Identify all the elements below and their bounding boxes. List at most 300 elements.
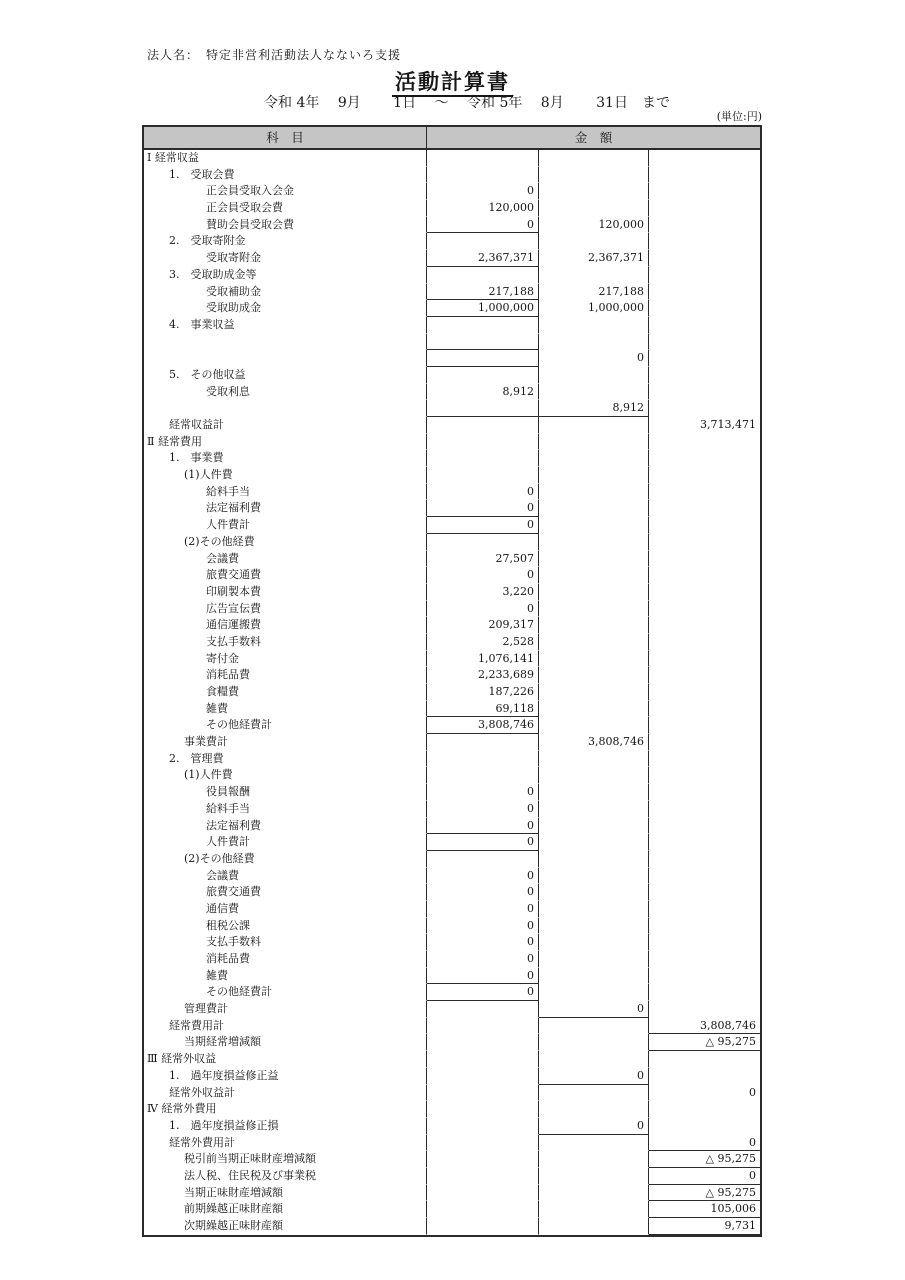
amount-subtotal-cell xyxy=(539,367,649,384)
amount-subtotal-cell xyxy=(539,934,649,951)
amount-detail-cell: 0 xyxy=(427,500,539,517)
table-row xyxy=(144,934,760,951)
subject-cell: 通信運搬費 xyxy=(144,617,427,634)
amount-subtotal-cell xyxy=(539,334,649,351)
amount-total-cell: 0 xyxy=(649,1135,760,1152)
amount-subtotal-cell xyxy=(539,884,649,901)
amount-detail-cell: 0 xyxy=(427,517,539,534)
amount-detail-cell: 69,118 xyxy=(427,701,539,718)
amount-total-cell xyxy=(649,884,760,901)
amount-subtotal-cell xyxy=(539,1051,649,1068)
amount-detail-cell xyxy=(427,1001,539,1018)
amount-detail-cell: 0 xyxy=(427,818,539,835)
subject-cell: 人件費計 xyxy=(144,517,427,534)
amount-subtotal-cell: 0 xyxy=(539,1118,649,1135)
subject-cell: 会議費 xyxy=(144,868,427,885)
amount-total-cell xyxy=(649,701,760,718)
amount-total-cell xyxy=(649,717,760,734)
amount-total-cell xyxy=(649,517,760,534)
amount-subtotal-cell xyxy=(539,183,649,200)
subject-cell: 正会員受取会費 xyxy=(144,200,427,217)
amount-total-cell xyxy=(649,267,760,284)
subject-cell: 雑費 xyxy=(144,968,427,985)
amount-subtotal-cell xyxy=(539,233,649,250)
amount-subtotal-cell xyxy=(539,450,649,467)
amount-detail-cell: 3,808,746 xyxy=(427,717,539,734)
amount-detail-cell xyxy=(427,1185,539,1202)
amount-subtotal-cell: 217,188 xyxy=(539,284,649,301)
subject-cell: 法定福利費 xyxy=(144,500,427,517)
amount-total-cell: 0 xyxy=(749,1085,756,1099)
amount-detail-cell xyxy=(427,1118,539,1135)
table-row xyxy=(144,834,760,851)
subject-cell: 賛助会員受取会費 xyxy=(144,217,427,234)
amount-subtotal-cell: 0 xyxy=(539,1068,649,1085)
table-row xyxy=(144,317,760,334)
amount-detail-cell: 0 xyxy=(427,918,539,935)
table-row xyxy=(144,767,760,784)
amount-detail-cell xyxy=(427,467,539,484)
amount-subtotal-cell xyxy=(539,951,649,968)
amount-subtotal-cell xyxy=(539,584,649,601)
amount-subtotal-cell xyxy=(539,1201,649,1218)
amount-detail-cell: 0 xyxy=(427,484,539,501)
amount-total-cell xyxy=(649,500,760,517)
amount-total-cell xyxy=(649,233,760,250)
amount-detail-cell xyxy=(427,1201,539,1218)
subject-cell: (2)その他経費 xyxy=(144,534,427,551)
amount-total-cell xyxy=(649,584,760,601)
amount-detail-cell: 120,000 xyxy=(427,200,539,217)
table-row xyxy=(144,1018,760,1035)
subject-cell: (1)人件費 xyxy=(144,767,427,784)
amount-detail-cell xyxy=(427,1068,539,1085)
table-row xyxy=(144,217,760,234)
subject-cell: 印刷製本費 xyxy=(144,584,427,601)
table-row xyxy=(144,250,760,267)
table-row xyxy=(144,1201,760,1218)
amount-total-cell: 9,731 xyxy=(649,1218,760,1235)
table-row xyxy=(144,284,760,301)
amount-subtotal-cell xyxy=(539,767,649,784)
amount-detail-cell xyxy=(427,434,539,451)
subject-cell: 正会員受取入会金 xyxy=(144,183,427,200)
amount-detail-cell xyxy=(427,400,539,417)
amount-total-cell xyxy=(649,901,760,918)
amount-detail-cell: 0 xyxy=(427,884,539,901)
subject-cell: 1. 過年度損益修正損 xyxy=(144,1118,427,1135)
amount-detail-cell: 2,528 xyxy=(427,634,539,651)
amount-subtotal-cell xyxy=(539,467,649,484)
amount-detail-cell xyxy=(427,367,539,384)
subject-cell: 2. 受取寄附金 xyxy=(144,233,427,250)
table-row xyxy=(144,1051,760,1068)
amount-detail-cell xyxy=(427,734,539,751)
amount-subtotal-cell xyxy=(539,601,649,618)
amount-total-cell xyxy=(649,284,760,301)
amount-subtotal-cell: 1,000,000 xyxy=(539,300,649,317)
amount-detail-cell xyxy=(427,233,539,250)
subject-cell: 管理費計 xyxy=(144,1001,427,1018)
amount-subtotal-cell xyxy=(539,701,649,718)
subject-cell: 税引前当期正味財産増減額 xyxy=(144,1151,427,1168)
amount-total-cell xyxy=(649,467,760,484)
table-row xyxy=(144,601,760,618)
amount-subtotal-cell xyxy=(539,267,649,284)
table-row xyxy=(144,784,760,801)
amount-subtotal-cell: 8,912 xyxy=(539,400,649,417)
amount-detail-cell xyxy=(427,1085,539,1102)
table-row xyxy=(144,701,760,718)
subject-cell: 経常費用計 xyxy=(144,1018,427,1035)
amount-detail-cell xyxy=(427,751,539,768)
amount-total-cell: 0 xyxy=(649,1168,760,1185)
amount-detail-cell xyxy=(427,534,539,551)
table-row xyxy=(144,1151,760,1168)
subject-cell: 1. 過年度損益修正益 xyxy=(144,1068,427,1085)
amount-total-cell xyxy=(649,801,760,818)
document-title: 活動計算書 xyxy=(0,66,905,96)
accounting-period: 令和 4年 9月 1日 ～ 令和 5年 8月 31日 まで xyxy=(264,95,670,111)
subject-cell: 給料手当 xyxy=(144,801,427,818)
subject-cell: 受取寄附金 xyxy=(144,250,427,267)
subject-cell: Ⅲ 経常外収益 xyxy=(144,1051,427,1068)
amount-total-cell: △ 95,275 xyxy=(649,1185,760,1202)
amount-subtotal-cell xyxy=(539,1034,649,1051)
amount-subtotal-cell xyxy=(539,667,649,684)
amount-detail-cell: 0 xyxy=(427,834,539,851)
amount-total-cell xyxy=(649,217,760,234)
amount-subtotal-cell xyxy=(539,1018,649,1035)
amount-total-cell xyxy=(649,601,760,618)
table-row xyxy=(144,417,760,434)
amount-detail-cell: 0 xyxy=(427,868,539,885)
amount-detail-cell: 8,912 xyxy=(427,384,539,401)
table-row xyxy=(144,1168,760,1185)
amount-detail-cell xyxy=(427,767,539,784)
amount-total-cell xyxy=(649,818,760,835)
subject-cell: Ⅱ 経常費用 xyxy=(144,434,427,451)
amount-subtotal-cell xyxy=(539,1085,649,1102)
amount-detail-cell: 3,220 xyxy=(427,584,539,601)
subject-cell: 通信費 xyxy=(144,901,427,918)
statement-table xyxy=(142,125,762,1237)
subject-cell: その他経費計 xyxy=(144,717,427,734)
amount-detail-cell: 0 xyxy=(427,934,539,951)
amount-subtotal-cell xyxy=(539,1135,649,1152)
subject-cell: 次期繰越正味財産額 xyxy=(144,1218,427,1235)
amount-detail-cell xyxy=(427,1218,539,1235)
amount-detail-cell: 27,507 xyxy=(427,551,539,568)
corporation-name-line: 法人名： 特定非営利活動法人なないろ支援 xyxy=(147,48,402,62)
amount-detail-cell: 0 xyxy=(427,183,539,200)
subject-cell: Ⅳ 経常外費用 xyxy=(144,1101,427,1118)
amount-total-cell xyxy=(649,984,760,1001)
amount-detail-cell xyxy=(427,1051,539,1068)
table-row xyxy=(144,484,760,501)
amount-subtotal-cell xyxy=(539,317,649,334)
amount-subtotal-cell xyxy=(539,1185,649,1202)
table-row xyxy=(144,267,760,284)
amount-subtotal-cell xyxy=(539,834,649,851)
subject-cell: 受取助成金 xyxy=(144,300,427,317)
amount-subtotal-cell xyxy=(539,1168,649,1185)
amount-total-cell xyxy=(649,751,760,768)
amount-detail-cell xyxy=(427,167,539,184)
table-row xyxy=(144,884,760,901)
amount-subtotal-cell: 3,808,746 xyxy=(539,734,649,751)
amount-subtotal-cell xyxy=(539,150,649,167)
amount-detail-cell: 0 xyxy=(427,801,539,818)
amount-subtotal-cell: 0 xyxy=(539,350,649,367)
amount-detail-cell xyxy=(427,1135,539,1152)
table-row xyxy=(144,1118,760,1135)
table-row xyxy=(144,984,760,1001)
table-row xyxy=(144,901,760,918)
table-row xyxy=(144,183,760,200)
subject-cell: 経常外収益計 xyxy=(144,1085,427,1102)
table-row xyxy=(144,751,760,768)
amount-total-cell xyxy=(649,300,760,317)
subject-cell: 1. 事業費 xyxy=(144,450,427,467)
table-row xyxy=(144,551,760,568)
amount-subtotal-cell xyxy=(539,567,649,584)
table-row xyxy=(144,1218,760,1235)
subject-column-header: 科 目 xyxy=(144,127,427,148)
amount-total-cell: 3,808,746 xyxy=(649,1018,760,1035)
amount-subtotal-cell xyxy=(539,684,649,701)
table-row xyxy=(144,951,760,968)
subject-cell: 寄付金 xyxy=(144,651,427,668)
amount-total-cell: △ 95,275 xyxy=(649,1034,760,1051)
amount-detail-cell: 2,367,371 xyxy=(427,250,539,267)
amount-detail-cell xyxy=(427,1034,539,1051)
subject-cell: 旅費交通費 xyxy=(144,567,427,584)
amount-total-cell xyxy=(649,200,760,217)
amount-subtotal-cell xyxy=(539,918,649,935)
table-row xyxy=(144,1185,760,1202)
amount-total-cell xyxy=(649,684,760,701)
amount-total-cell xyxy=(649,384,760,401)
table-row xyxy=(144,167,760,184)
amount-subtotal-cell xyxy=(539,801,649,818)
subject-cell: 当期正味財産増減額 xyxy=(144,1185,427,1202)
subject-cell: 旅費交通費 xyxy=(144,884,427,901)
table-row xyxy=(144,617,760,634)
table-row xyxy=(144,684,760,701)
subject-cell: 法定福利費 xyxy=(144,818,427,835)
subject-cell: 経常外費用計 xyxy=(144,1135,427,1152)
amount-subtotal-cell: 2,367,371 xyxy=(539,250,649,267)
table-row xyxy=(144,567,760,584)
amount-detail-cell xyxy=(427,150,539,167)
table-row xyxy=(144,517,760,534)
amount-detail-cell: 187,226 xyxy=(427,684,539,701)
amount-total-cell xyxy=(649,617,760,634)
amount-subtotal-cell xyxy=(539,868,649,885)
amount-subtotal-cell xyxy=(539,167,649,184)
subject-cell xyxy=(144,400,427,417)
subject-cell: 広告宣伝費 xyxy=(144,601,427,618)
amount-total-cell xyxy=(649,767,760,784)
amount-detail-cell: 0 xyxy=(427,984,539,1001)
subject-cell: 支払手数料 xyxy=(144,634,427,651)
amount-subtotal-cell xyxy=(539,384,649,401)
amount-subtotal-cell xyxy=(539,417,649,434)
amount-total-cell: △ 95,275 xyxy=(649,1151,760,1168)
table-row xyxy=(144,868,760,885)
amount-detail-cell: 0 xyxy=(427,567,539,584)
amount-detail-cell: 209,317 xyxy=(427,617,539,634)
amount-detail-cell: 0 xyxy=(427,901,539,918)
amount-total-cell xyxy=(649,567,760,584)
subject-cell: 事業費計 xyxy=(144,734,427,751)
table-header-row xyxy=(144,127,760,150)
subject-cell: (1)人件費 xyxy=(144,467,427,484)
amount-subtotal-cell xyxy=(539,1151,649,1168)
amount-detail-cell xyxy=(427,334,539,351)
amount-subtotal-cell xyxy=(539,968,649,985)
amount-subtotal-cell: 0 xyxy=(539,1001,649,1018)
table-row xyxy=(144,818,760,835)
amount-total-cell xyxy=(649,334,760,351)
subject-cell: 5. その他収益 xyxy=(144,367,427,384)
amount-subtotal-cell xyxy=(539,500,649,517)
amount-total-cell xyxy=(649,434,760,451)
amount-subtotal-cell xyxy=(539,517,649,534)
amount-detail-cell xyxy=(427,1168,539,1185)
amount-total-cell xyxy=(649,150,760,167)
amount-total-cell: 105,006 xyxy=(649,1201,760,1218)
table-row xyxy=(144,667,760,684)
amount-subtotal-cell xyxy=(539,818,649,835)
table-row xyxy=(144,851,760,868)
table-row xyxy=(144,1001,760,1018)
table-row xyxy=(144,1034,760,1051)
amount-total-cell xyxy=(649,784,760,801)
amount-detail-cell xyxy=(427,317,539,334)
amount-subtotal-cell xyxy=(539,200,649,217)
amount-total-cell xyxy=(649,167,760,184)
table-row xyxy=(144,651,760,668)
subject-cell: 消耗品費 xyxy=(144,667,427,684)
amount-subtotal-cell xyxy=(539,651,649,668)
amount-total-cell xyxy=(649,1101,760,1118)
amount-total-cell xyxy=(649,1051,760,1068)
table-row xyxy=(144,300,760,317)
amount-subtotal-cell xyxy=(539,751,649,768)
amount-total-cell xyxy=(649,734,760,751)
amount-subtotal-cell xyxy=(539,901,649,918)
table-row xyxy=(144,500,760,517)
table-row xyxy=(144,367,760,384)
amount-detail-cell: 0 xyxy=(427,217,539,234)
amount-total-cell xyxy=(649,484,760,501)
amount-subtotal-cell xyxy=(539,617,649,634)
subject-cell: 受取利息 xyxy=(144,384,427,401)
amount-subtotal-cell xyxy=(539,851,649,868)
subject-cell: 受取補助金 xyxy=(144,284,427,301)
amount-total-cell xyxy=(649,651,760,668)
subject-cell: 4. 事業収益 xyxy=(144,317,427,334)
amount-detail-cell xyxy=(427,350,539,367)
subject-cell: 当期経常増減額 xyxy=(144,1034,427,1051)
subject-cell: 2. 管理費 xyxy=(144,751,427,768)
amount-total-cell xyxy=(649,1118,760,1135)
amount-detail-cell: 0 xyxy=(427,968,539,985)
amount-detail-cell xyxy=(427,450,539,467)
amount-total-cell xyxy=(649,951,760,968)
table-row xyxy=(144,450,760,467)
amount-subtotal-cell xyxy=(539,484,649,501)
amount-total-cell xyxy=(649,868,760,885)
table-row xyxy=(144,634,760,651)
table-row xyxy=(144,200,760,217)
subject-cell: 法人税、住民税及び事業税 xyxy=(144,1168,427,1185)
subject-cell: Ⅰ 経常収益 xyxy=(144,150,427,167)
amount-total-cell xyxy=(649,667,760,684)
amount-total-cell xyxy=(649,450,760,467)
table-row xyxy=(144,384,760,401)
amount-total-cell xyxy=(649,367,760,384)
amount-detail-cell: 1,076,141 xyxy=(427,651,539,668)
amount-total-cell xyxy=(649,317,760,334)
subject-cell: 人件費計 xyxy=(144,834,427,851)
table-row xyxy=(144,350,760,367)
subject-cell: 租税公課 xyxy=(144,918,427,935)
subject-cell: 支払手数料 xyxy=(144,934,427,951)
amount-total-cell xyxy=(649,1068,760,1085)
amount-subtotal-cell xyxy=(539,1218,649,1235)
subject-cell: 役員報酬 xyxy=(144,784,427,801)
subject-cell: 前期繰越正味財産額 xyxy=(144,1201,427,1218)
amount-subtotal-cell xyxy=(539,551,649,568)
amount-total-cell xyxy=(649,183,760,200)
table-row xyxy=(144,968,760,985)
subject-cell: 会議費 xyxy=(144,551,427,568)
amount-detail-cell xyxy=(427,1151,539,1168)
table-row xyxy=(144,1101,760,1118)
amount-total-cell xyxy=(649,534,760,551)
amount-total-cell xyxy=(649,350,760,367)
subject-cell: 消耗品費 xyxy=(144,951,427,968)
table-row xyxy=(144,334,760,351)
subject-cell xyxy=(144,350,427,367)
table-row xyxy=(144,918,760,935)
amount-detail-cell xyxy=(427,417,539,434)
table-row xyxy=(144,467,760,484)
amount-detail-cell: 2,233,689 xyxy=(427,667,539,684)
amount-total-cell: 3,713,471 xyxy=(700,418,756,431)
table-row xyxy=(144,734,760,751)
subject-cell: 給料手当 xyxy=(144,484,427,501)
subject-cell: 雑費 xyxy=(144,701,427,718)
amount-total-cell xyxy=(649,634,760,651)
amount-detail-cell: 0 xyxy=(427,601,539,618)
amount-detail-cell: 1,000,000 xyxy=(427,300,539,317)
amount-detail-cell: 217,188 xyxy=(427,284,539,301)
table-row xyxy=(144,150,760,167)
amount-total-cell xyxy=(649,851,760,868)
amount-total-cell xyxy=(649,400,760,417)
amount-detail-cell xyxy=(427,1101,539,1118)
table-row xyxy=(144,233,760,250)
amount-subtotal-cell xyxy=(539,634,649,651)
amount-subtotal-cell xyxy=(539,534,649,551)
subject-cell: その他経費計 xyxy=(144,984,427,1001)
amount-detail-cell xyxy=(427,267,539,284)
subject-cell: 1. 受取会費 xyxy=(144,167,427,184)
